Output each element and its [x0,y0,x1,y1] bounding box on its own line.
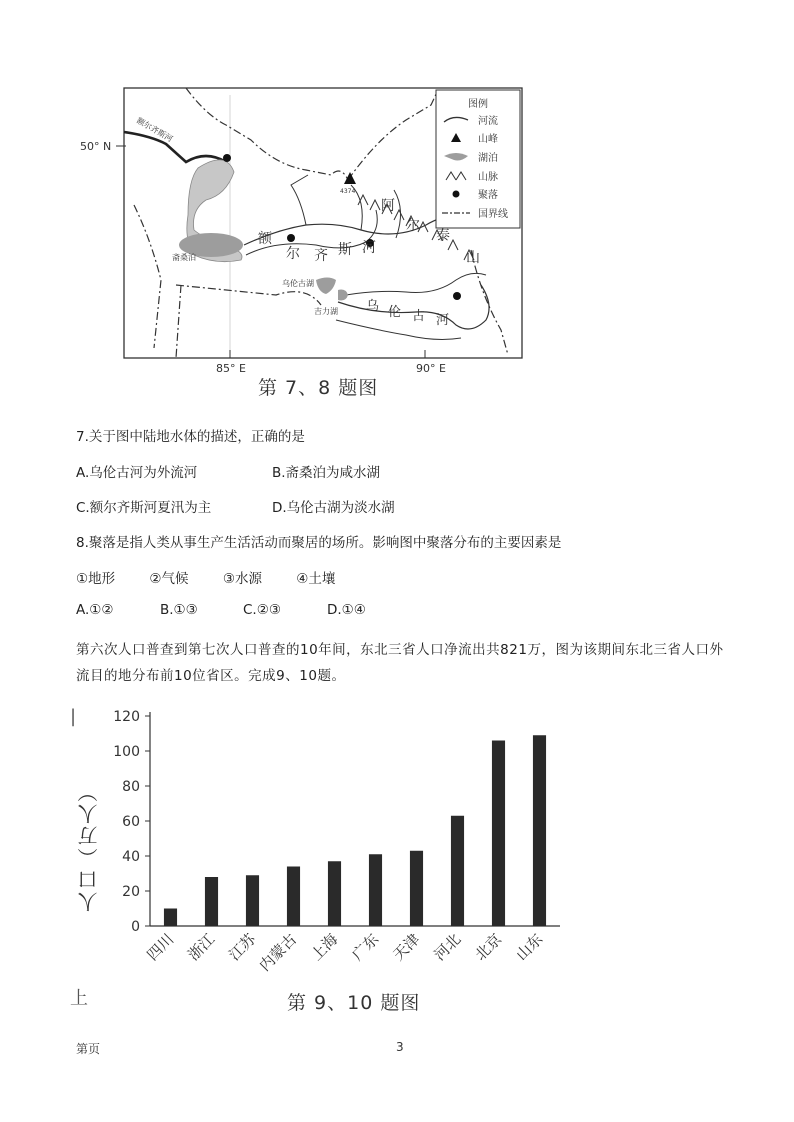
label-lake-jili: 吉力湖 [314,307,338,316]
page-number: 3 [396,1040,404,1054]
bar [287,867,300,927]
scan-mark-top: | [70,706,77,727]
y-tick-label: 0 [131,919,140,935]
map-legend [436,90,520,228]
settlement-icon [453,191,460,198]
question-8-stem: 8.聚落是指人类从事生产生活活动而聚居的场所。影响图中聚落分布的主要因素是 [76,535,562,551]
x-tick-label: 河北 [430,930,465,965]
label-wulungu-wu: 乌 [366,299,380,314]
x-tick-label: 广东 [348,930,383,965]
x-tick-label: 浙江 [184,930,219,965]
lat-label: 50° N [80,140,112,153]
map-figure [76,80,526,380]
label-river-er: 尔 [286,246,300,262]
label-altai-shan: 山 [466,250,480,266]
question-7-option-b: B.斋桑泊为咸水湖 [272,465,381,481]
chart-caption: 第 9、10 题图 [287,992,421,1014]
label-altai-tai: 泰 [436,228,450,244]
bar [164,909,177,927]
x-tick-label: 上海 [307,930,342,965]
bar [410,851,423,926]
label-river-e: 额 [258,231,272,247]
bar [369,854,382,926]
label-erqisi-small: 额尔齐斯河 [135,115,175,144]
y-tick-label: 120 [113,709,140,725]
label-river-qi: 齐 [314,248,328,264]
legend-label-border: 国界线 [478,209,508,220]
settlement-icon [453,292,461,300]
label-river-si: 斯 [338,242,352,258]
question-7-option-a: A.乌伦古河为外流河 [76,465,198,481]
y-tick-label: 100 [113,744,140,760]
scan-mark-bottom: 上 [70,988,88,1009]
label-river-he: 河 [362,240,376,256]
x-axis-labels [143,929,546,974]
question-8-option-d: D.①④ [327,602,366,618]
legend-label-peak: 山峰 [478,134,498,145]
settlement-icon [287,234,295,242]
question-8-option-c: C.②③ [243,602,281,618]
question-7-stem: 7.关于图中陆地水体的描述，正确的是 [76,429,305,445]
bar [492,741,505,927]
bar [533,735,546,926]
label-wulungu-gu: 古 [412,309,426,324]
population-bar-chart [70,700,590,1020]
y-tick-label: 20 [122,884,140,900]
peak-elevation: 4374 [340,188,356,195]
y-tick-label: 60 [122,814,140,830]
settlement-icon [223,154,231,162]
question-8-factors: ①地形 ②气候 ③水源 ④土壤 [76,571,336,587]
passage-line-1: 第六次人口普查到第七次人口普查的10年间，东北三省人口净流出共821万，图为该期间东北三省人口外 [76,642,724,658]
bar [246,875,259,926]
bar [451,816,464,926]
y-tick-label: 80 [122,779,140,795]
x-tick-label: 天津 [389,930,424,965]
question-7-option-d: D.乌伦古湖为淡水湖 [272,500,395,516]
label-lake-zhaisang: 斋桑泊 [172,253,196,262]
bar [328,861,341,926]
x-tick-label: 北京 [471,930,506,965]
legend-label-river: 河流 [478,116,498,127]
chart-ylabel: 人口（万人） [77,780,101,912]
x-tick-label: 江苏 [225,930,260,965]
bar [205,877,218,926]
y-tick-label: 40 [122,849,140,865]
question-8-option-b: B.①③ [160,602,198,618]
question-8-option-a: A.①② [76,602,114,618]
x-tick-label: 内蒙古 [255,930,301,975]
footer-label: 第页 [76,1042,101,1056]
lon-label-90: 90° E [416,362,446,375]
legend-label-range: 山脉 [478,172,498,183]
legend-label-lake: 湖泊 [478,153,498,164]
label-wulungu-he: 河 [436,313,450,328]
lon-label-85: 85° E [216,362,246,375]
legend-title: 图例 [468,99,488,110]
x-tick-label: 山东 [512,930,547,965]
legend-label-settlement: 聚落 [478,190,498,201]
bars [164,735,546,926]
label-wulungu-lun: 伦 [388,305,402,320]
question-7-option-c: C.额尔齐斯河夏汛为主 [76,500,212,516]
map-caption: 第 7、8 题图 [258,377,379,399]
passage-line-2: 流目的地分布前10位省区。完成9、10题。 [76,668,346,684]
label-altai-er: 尔 [406,218,420,234]
x-tick-label: 四川 [143,930,178,965]
label-altai-a: 阿 [381,198,395,214]
label-lake-wulungu: 乌伦古湖 [282,279,314,288]
